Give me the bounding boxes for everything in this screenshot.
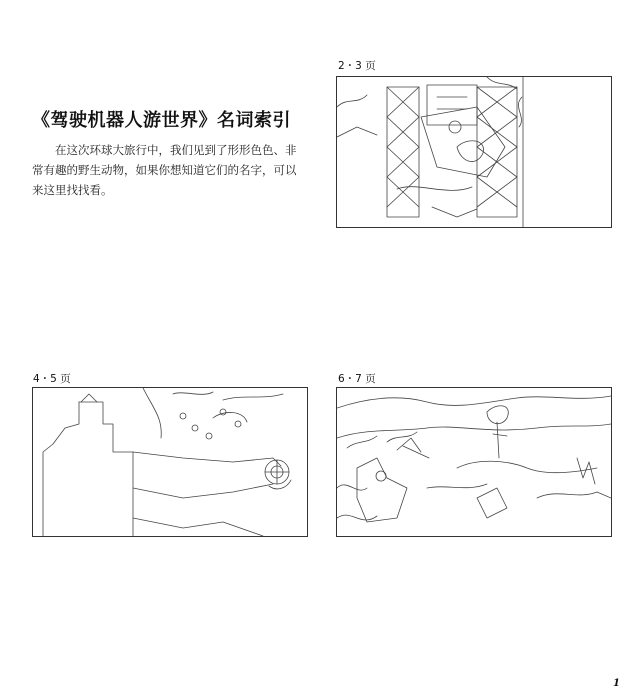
panel-label-pages-4-5: 4・5 页	[33, 373, 71, 385]
landscape-animals-illustration-icon	[337, 388, 611, 536]
robot-arm-illustration-icon	[33, 388, 307, 536]
panel-label-pages-6-7: 6・7 页	[338, 373, 376, 385]
intro-paragraph: 在这次环球大旅行中，我们见到了形形色色、非常有趣的野生动物，如果你想知道它们的名字，可以来这里找找看。	[32, 143, 297, 197]
panel-label-pages-2-3: 2・3 页	[338, 60, 376, 72]
illustration-pages-4-5	[32, 387, 308, 537]
illustration-pages-2-3	[336, 76, 612, 228]
page-number: 1	[613, 678, 620, 689]
illustration-pages-6-7	[336, 387, 612, 537]
page-title: 《驾驶机器人游世界》名词索引	[32, 110, 291, 131]
robot-scaffold-illustration-icon	[337, 77, 611, 227]
